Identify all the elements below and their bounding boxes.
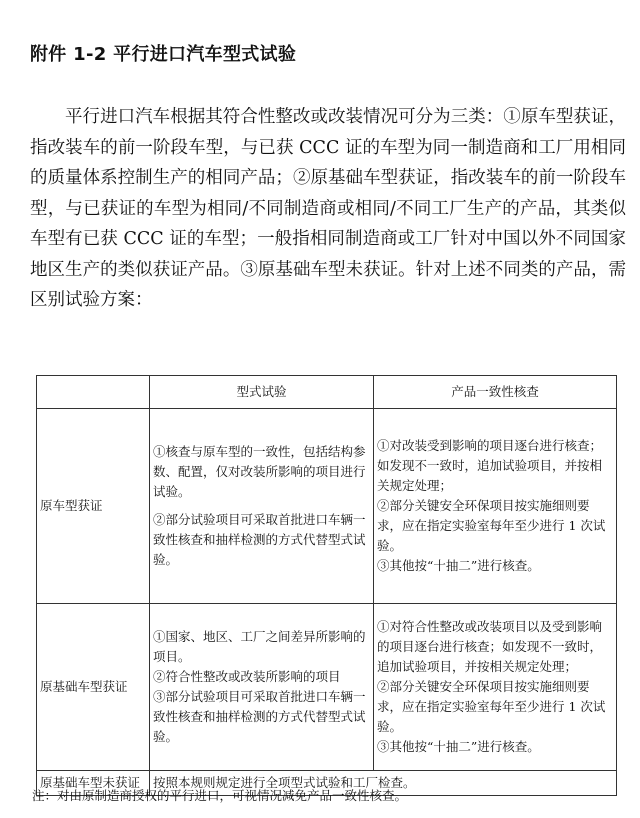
cop-item: ①对改装受到影响的项目逐台进行核查；如发现不一致时，追加试验项目，并按相关规定处理； — [377, 438, 603, 493]
table-row — [37, 409, 617, 604]
header-cop: 产品一致性核查 — [374, 376, 617, 409]
type-test-item: ①核查与原车型的一致性，包括结构参数、配置，仅对改装所影响的项目进行试验。 — [153, 444, 366, 499]
type-test-cell — [150, 409, 374, 604]
type-test-item: ①国家、地区、工厂之间差异所影响的项目。 — [153, 629, 366, 664]
table-row — [37, 604, 617, 771]
test-scheme-table — [36, 375, 617, 796]
document-title: 附件 1-2 平行进口汽车型式试验 — [30, 44, 297, 65]
type-test-cell — [150, 604, 374, 771]
merged-cell: 按照本规则规定进行全项型式试验和工厂检查。 — [150, 771, 617, 796]
row-category: 原基础车型未获证 — [37, 771, 150, 796]
cop-item: ③其他按“十抽二”进行核查。 — [377, 739, 540, 754]
type-test-item: ②部分试验项目可采取首批进口车辆一致性核查和抽样检测的方式代替型式试验。 — [153, 512, 366, 567]
type-test-item: ③部分试验项目可采取首批进口车辆一致性核查和抽样检测的方式代替型式试验。 — [153, 689, 366, 744]
cop-item: ③其他按“十抽二”进行核查。 — [377, 558, 540, 573]
row-category: 原车型获证 — [37, 409, 150, 604]
footnote: 注：对由原制造商授权的平行进口，可视情况减免产品一致性核查。 — [32, 788, 408, 803]
type-test-item: ②符合性整改或改装所影响的项目 — [153, 669, 341, 684]
cop-cell — [374, 409, 617, 604]
header-category — [37, 376, 150, 409]
table-header-row — [37, 376, 617, 409]
cop-item: ①对符合性整改或改装项目以及受到影响的项目逐台进行核查；如发现不一致时，追加试验项目，并按相关规定处理； — [377, 619, 603, 674]
cop-cell — [374, 604, 617, 771]
cop-item: ②部分关键安全环保项目按实施细则要求，应在指定实验室每年至少进行 1 次试验。 — [377, 498, 606, 553]
intro-paragraph: 平行进口汽车根据其符合性整改或改装情况可分为三类：①原车型获证，指改装车的前一阶段车型，与已获 CCC 证的车型为同一制造商和工厂用相同的质量体系控制生产的相同产品；②原基础车型获证，指改装车的前一阶段车型，与已获证的车型为相同/不同制造商或相同/不同工厂生产的产品，其类似车型有已获 CCC 证的车型；一般指相同制造商或工厂针对中国以外不同国家地区生产的类似获证产品。③原基础车型未获证。针对上述不同类的产品，需区别试验方案： — [30, 107, 626, 310]
cop-item: ②部分关键安全环保项目按实施细则要求，应在指定实验室每年至少进行 1 次试验。 — [377, 679, 606, 734]
header-type-test: 型式试验 — [150, 376, 374, 409]
row-category: 原基础车型获证 — [37, 604, 150, 771]
